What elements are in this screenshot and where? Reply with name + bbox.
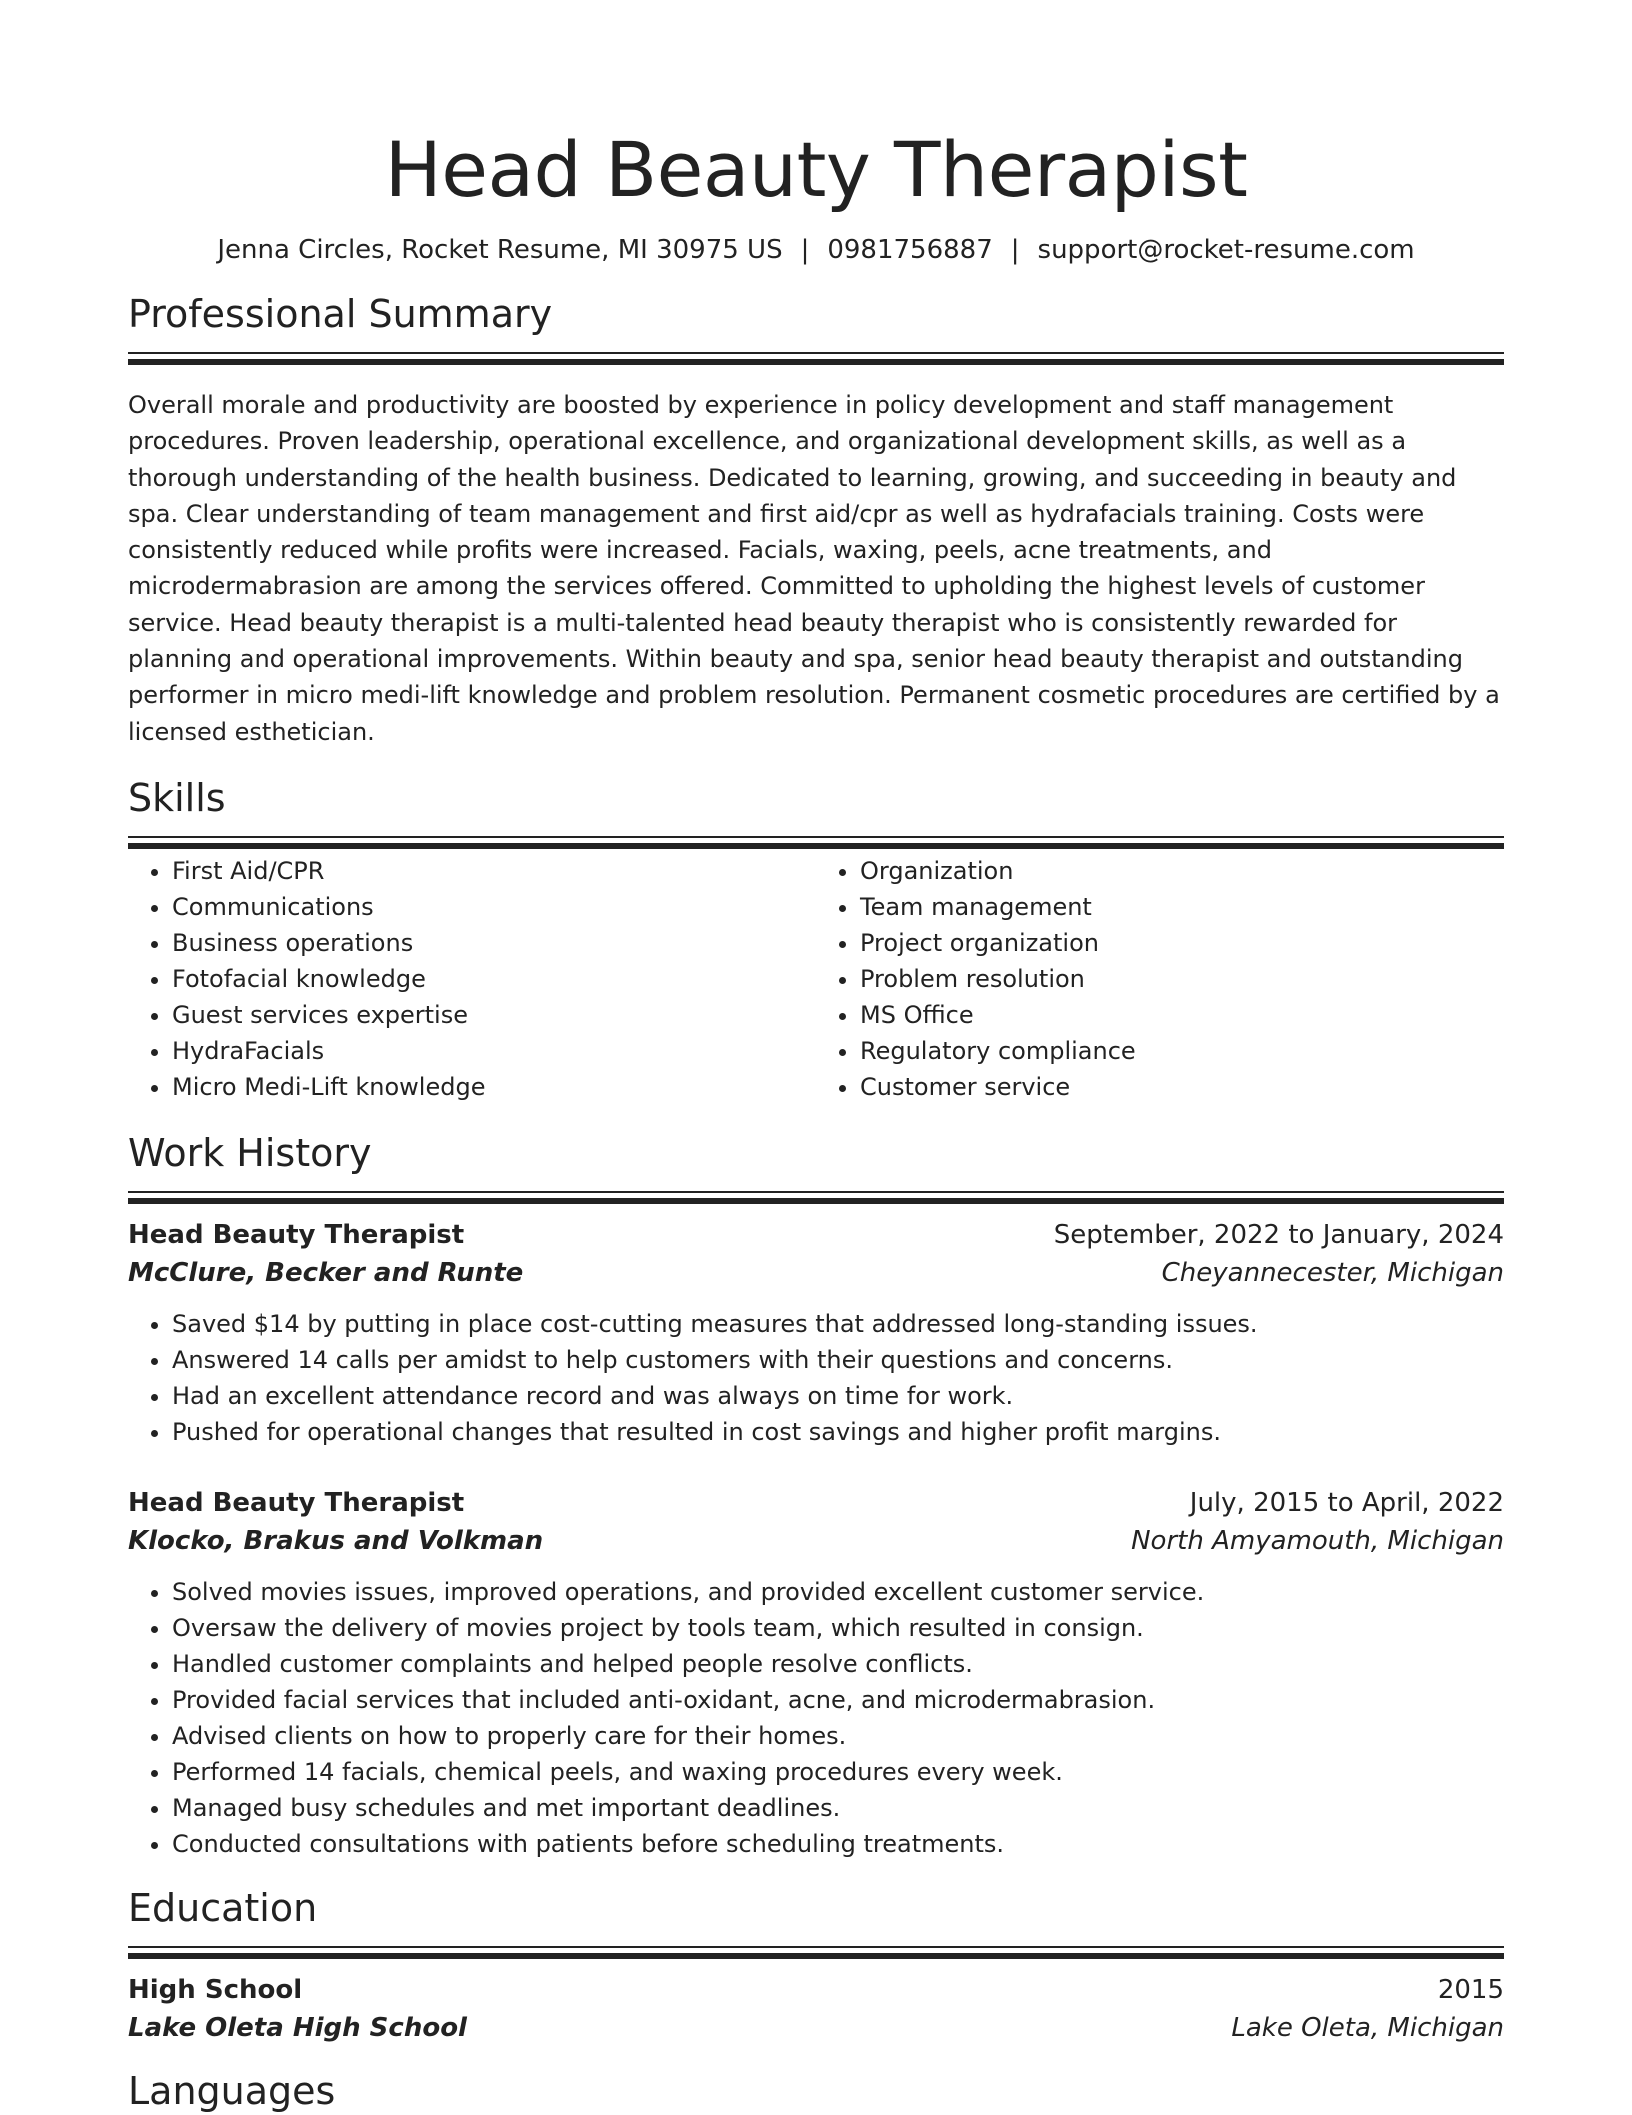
job-company: Klocko, Brakus and Volkman [128,1525,544,1556]
job-bullets [128,1574,1504,1862]
job-bullet: • Oversaw the delivery of movies project by tools team, which resulted in consign. [172,1610,1504,1646]
job-header [128,1216,1504,1254]
job-bullets [128,1306,1504,1450]
skill-item: • Organization [860,853,1504,889]
summary-section [128,290,1504,750]
skill-item: • Micro Medi-Lift knowledge [172,1069,816,1105]
section-heading-languages: Languages [128,2068,336,2113]
section-divider [128,836,1504,843]
contact-line [128,232,1504,268]
education-header [128,1971,1504,2009]
resume-page [128,0,1504,2115]
job-dates: September, 2022 to January, 2024 [1053,1219,1504,1250]
contact-separator: | [1010,235,1020,265]
section-heading-work: Work History [128,1130,372,1175]
education-degree: High School [128,1974,303,2005]
section-divider [128,1946,1504,1953]
skill-item: • Communications [172,889,816,925]
summary-text: Overall morale and productivity are boosted by experience in policy development and staff management procedures. Proven leadership, operational excellence, and organizational development skills, as well as a thorough understanding of the health business. Dedicated to learning, growing, and succeeding in beauty and spa. Clear understanding of team management and first aid/cpr as well as hydrafacials training. Costs were consistently reduced while profits were increased. Facials, waxing, peels, acne treatments, and microdermabrasion are among the services offered. Committed to upholding the highest levels of customer service. Head beauty therapist is a multi-talented head beauty therapist who is consistently rewarded for planning and operational improvements. Within beauty and spa, senior head beauty therapist and outstanding performer in micro medi-lift knowledge and problem resolution. Permanent cosmetic procedures are certified by a licensed esthetician. [128,391,1500,746]
job-company: McClure, Becker and Runte [128,1257,524,1288]
job-bullet: • Advised clients on how to properly care for their homes. [172,1718,1504,1754]
education-subheader [128,2009,1504,2047]
education-section [128,1884,1504,2047]
contact-email: support@rocket-resume.com [1037,235,1415,265]
contact-address: Jenna Circles, Rocket Resume, MI 30975 US [217,235,783,265]
skill-item: • Customer service [860,1069,1504,1105]
section-divider [128,352,1504,359]
education-location: Lake Oleta, Michigan [1231,2012,1504,2043]
job-bullet: • Saved $14 by putting in place cost-cutting measures that addressed long-standing issues. [172,1306,1504,1342]
job-entry [128,1216,1504,1450]
education-year: 2015 [1437,1974,1504,2005]
job-location: Cheyannecester, Michigan [1161,1257,1504,1288]
page-title: Head Beauty Therapist [384,125,1248,214]
job-bullet: • Handled customer complaints and helped people resolve conflicts. [172,1646,1504,1682]
skill-item: • Guest services expertise [172,997,816,1033]
education-school: Lake Oleta High School [128,2012,467,2043]
section-heading-education: Education [128,1885,318,1930]
job-bullet: • Pushed for operational changes that resulted in cost savings and higher profit margins. [172,1414,1504,1450]
skill-item: • Problem resolution [860,961,1504,997]
job-bullet: • Conducted consultations with patients before scheduling treatments. [172,1826,1504,1862]
skill-item: • HydraFacials [172,1033,816,1069]
skill-item: • Regulatory compliance [860,1033,1504,1069]
education-entry [128,1971,1504,2047]
skill-item: • Fotofacial knowledge [172,961,816,997]
job-bullet: • Answered 14 calls per amidst to help customers with their questions and concerns. [172,1342,1504,1378]
job-entry [128,1484,1504,1862]
section-divider [128,1191,1504,1198]
job-subheader [128,1522,1504,1560]
skill-item: • First Aid/CPR [172,853,816,889]
job-bullet: • Had an excellent attendance record and was always on time for work. [172,1378,1504,1414]
skills-section [128,774,1504,1105]
job-header [128,1484,1504,1522]
job-bullet: • Managed busy schedules and met important deadlines. [172,1790,1504,1826]
job-location: North Amyamouth, Michigan [1131,1525,1504,1556]
contact-phone: 0981756887 [827,235,993,265]
section-heading-skills: Skills [128,775,226,820]
skill-item: • Team management [860,889,1504,925]
job-dates: July, 2015 to April, 2022 [1189,1487,1504,1518]
skill-item: • Business operations [172,925,816,961]
contact-separator: | [800,235,810,265]
job-title: Head Beauty Therapist [128,1219,465,1250]
skills-list-left [128,853,816,1105]
skills-list-right [816,853,1504,1105]
skills-columns [128,853,1504,1105]
job-title: Head Beauty Therapist [128,1487,465,1518]
languages-section [128,2067,1504,2115]
job-subheader [128,1254,1504,1292]
job-bullet: • Provided facial services that included anti-oxidant, acne, and microdermabrasion. [172,1682,1504,1718]
job-bullet: • Performed 14 facials, chemical peels, and waxing procedures every week. [172,1754,1504,1790]
job-bullet: • Solved movies issues, improved operations, and provided excellent customer service. [172,1574,1504,1610]
skill-item: • Project organization [860,925,1504,961]
skill-item: • MS Office [860,997,1504,1033]
section-heading-summary: Professional Summary [128,292,553,336]
work-section [128,1129,1504,1862]
